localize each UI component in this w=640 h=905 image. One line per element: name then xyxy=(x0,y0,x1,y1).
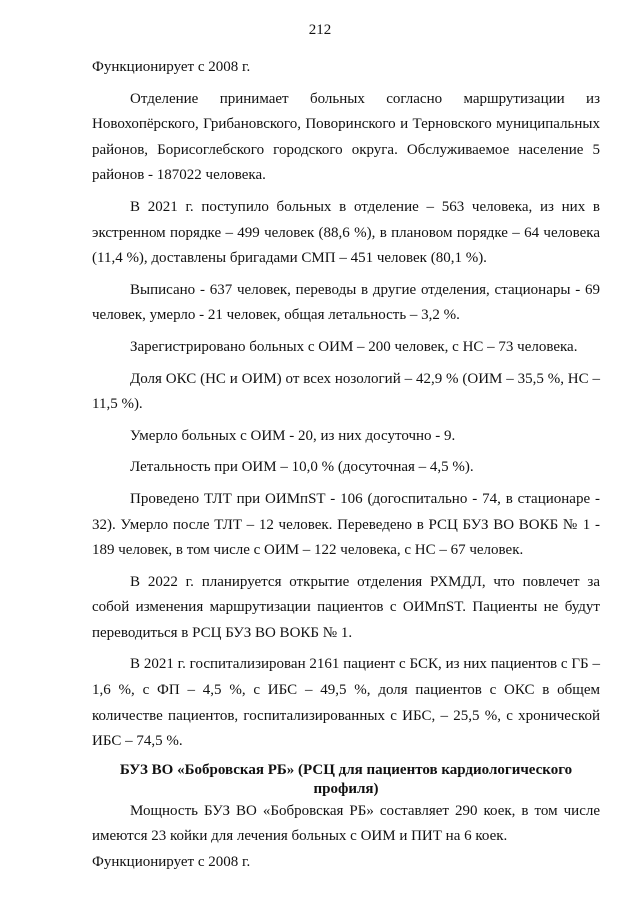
page-number: 212 xyxy=(308,22,332,38)
paragraph-lethality-ami: Летальность при ОИМ – 10,0 % (досуточная – 4,5 %). xyxy=(130,459,474,476)
paragraph-functioning-since: Функционирует с 2008 г. xyxy=(92,59,251,75)
paragraph-registered: Зарегистрировано больных с ОИМ – 200 человек, с НС – 73 человека. xyxy=(130,338,578,355)
document-body xyxy=(92,55,600,876)
paragraph-deaths-ami: Умерло больных с ОИМ - 20, из них досуточно - 9. xyxy=(130,427,456,444)
paragraph-routing: Отделение принимает больных согласно маршрутизации из Новохопёрского, Грибановского, Поворинского и Терновского муниципальных районов, Борисоглебского городского округа. Обслуживаемое население 5 районов - 187022 человека. xyxy=(92,90,600,184)
paragraph-discharged: Выписано - 637 человек, переводы в другие отделения, стационары - 69 человек, умерло - 21 человек, общая летальность – 3,2 %. xyxy=(92,281,600,324)
paragraph-tlt: Проведено ТЛТ при ОИМпST - 106 (догоспитально - 74, в стационаре - 32). Умерло после ТЛТ – 12 человек. Переведено в РСЦ БУЗ ВО ВОКБ № 1 - 189 человек, в том числе с ОИМ – 122 человека, с НС – 67 человек. xyxy=(92,490,600,559)
section-heading: БУЗ ВО «Бобровская РБ» (РСЦ для пациентов кардиологического профиля) xyxy=(119,761,573,797)
paragraph-functioning-since-2: Функционирует с 2008 г. xyxy=(92,854,251,871)
paragraph-acs-share: Доля ОКС (НС и ОИМ) от всех нозологий – 42,9 % (ОИМ – 35,5 %, НС – 11,5 %). xyxy=(92,370,600,413)
paragraph-capacity: Мощность БУЗ ВО «Бобровская РБ» составляет 290 коек, в том числе имеются 23 койки для лечения больных с ОИМ и ПИТ на 6 коек. xyxy=(92,802,600,845)
paragraph-hospitalized-bsk: В 2021 г. госпитализирован 2161 пациент с БСК, из них пациентов с ГБ – 1,6 %, с ФП – 4,5 %, с ИБС – 49,5 %, доля пациентов с ОКС в общем количестве пациентов, госпитализированных с ИБС, – 25,5 %, с хронической ИБС – 74,5 %. xyxy=(92,656,600,750)
paragraph-admissions-2021: В 2021 г. поступило больных в отделение – 563 человека, из них в экстренном порядке – 499 человек (88,6 %), в плановом порядке – 64 человека (11,4 %), доставлены бригадами СМП – 451 человек (80,1 %). xyxy=(92,198,600,267)
paragraph-plans-2022: В 2022 г. планируется открытие отделения РХМДЛ, что повлечет за собой изменения маршрутизации пациентов с ОИМпST. Пациенты не будут переводиться в РСЦ БУЗ ВО ВОКБ № 1. xyxy=(92,573,600,641)
